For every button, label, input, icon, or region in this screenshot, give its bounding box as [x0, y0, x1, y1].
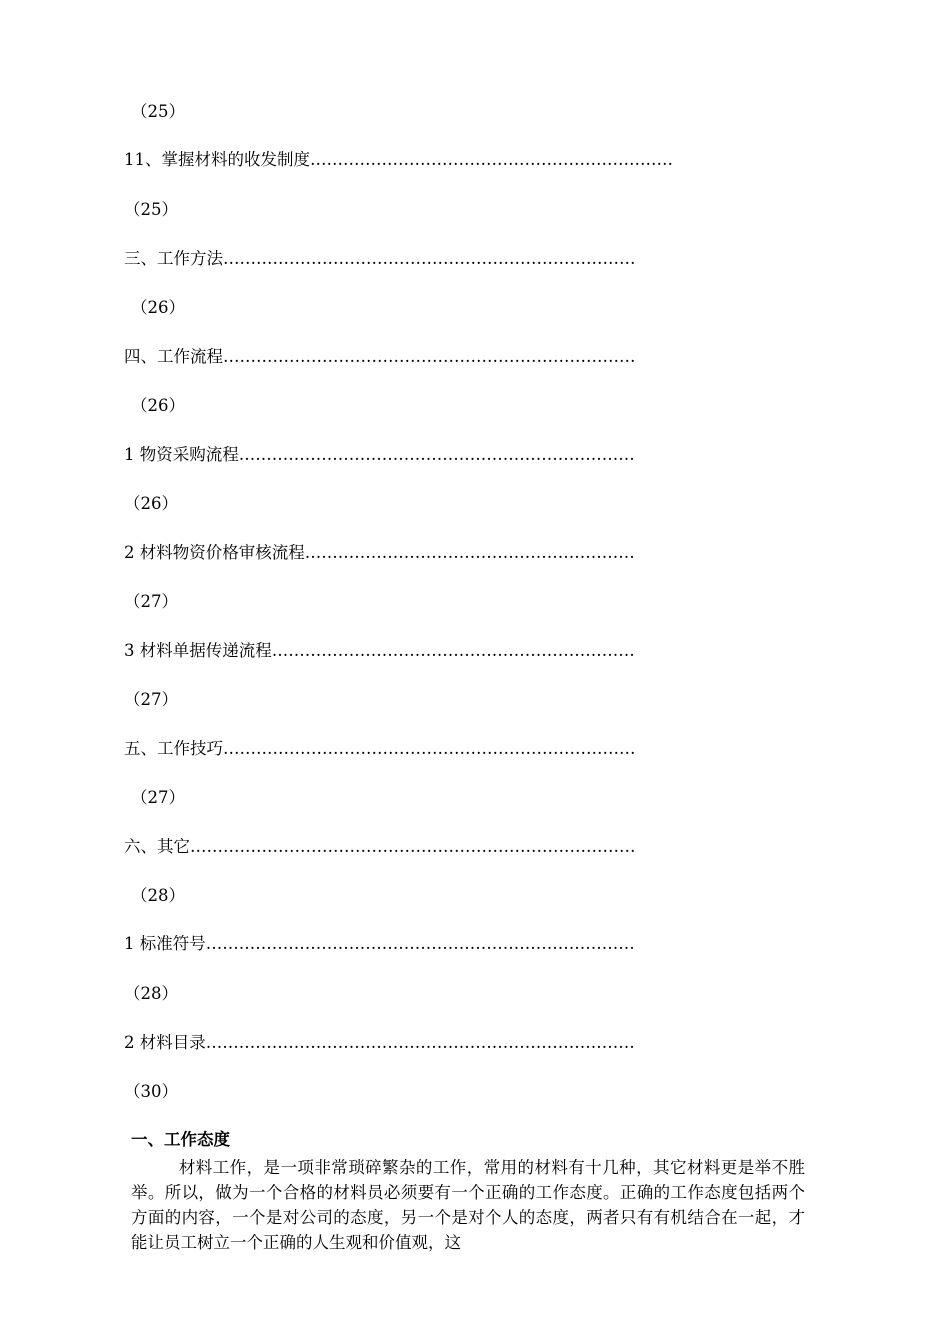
toc-entry: 三、工作方法………………………………………………………………… [124, 249, 636, 268]
toc-entry: 1 标准符号…………………………………………………………………… [124, 934, 635, 953]
body-paragraph: 材料工作，是一项非常琐碎繁杂的工作，常用的材料有十几种，其它材料更是举不胜举。所以，做为一个合格的材料员必须要有一个正确的工作态度。正确的工作态度包括两个方面的内容，一个是对公司的态度，另一个是对个人的态度，两者只有有机结合在一起，才能让员工树立一个正确的人生观和价值观，这 [131, 1158, 805, 1252]
toc-entry: 四、工作流程………………………………………………………………… [124, 347, 636, 366]
toc-page-number: （27） [124, 690, 178, 709]
section-heading: 一、工作态度 [131, 1130, 230, 1149]
toc-page-number: （27） [131, 788, 185, 807]
toc-page-number: （26） [131, 396, 185, 415]
toc-page-number: （26） [131, 298, 185, 317]
toc-entry: 11、掌握材料的收发制度………………………………………………………… [124, 150, 673, 169]
toc-entry: 五、工作技巧………………………………………………………………… [124, 739, 636, 758]
toc-entry: 六、其它……………………………………………………………………… [124, 837, 636, 856]
toc-entry: 2 材料目录…………………………………………………………………… [124, 1033, 635, 1052]
toc-entry: 2 材料物资价格审核流程…………………………………………………… [124, 543, 635, 562]
toc-entry: 3 材料单据传递流程………………………………………………………… [124, 641, 635, 660]
toc-page-number: （27） [124, 592, 178, 611]
toc-page-number: （26） [124, 494, 178, 513]
toc-page-number: （28） [124, 984, 178, 1003]
toc-entry: 1 物资采购流程……………………………………………………………… [124, 445, 635, 464]
toc-page-number: （30） [124, 1082, 178, 1101]
toc-page-number: （25） [131, 102, 185, 121]
toc-page-number: （25） [124, 200, 178, 219]
toc-page-number: （28） [131, 886, 185, 905]
